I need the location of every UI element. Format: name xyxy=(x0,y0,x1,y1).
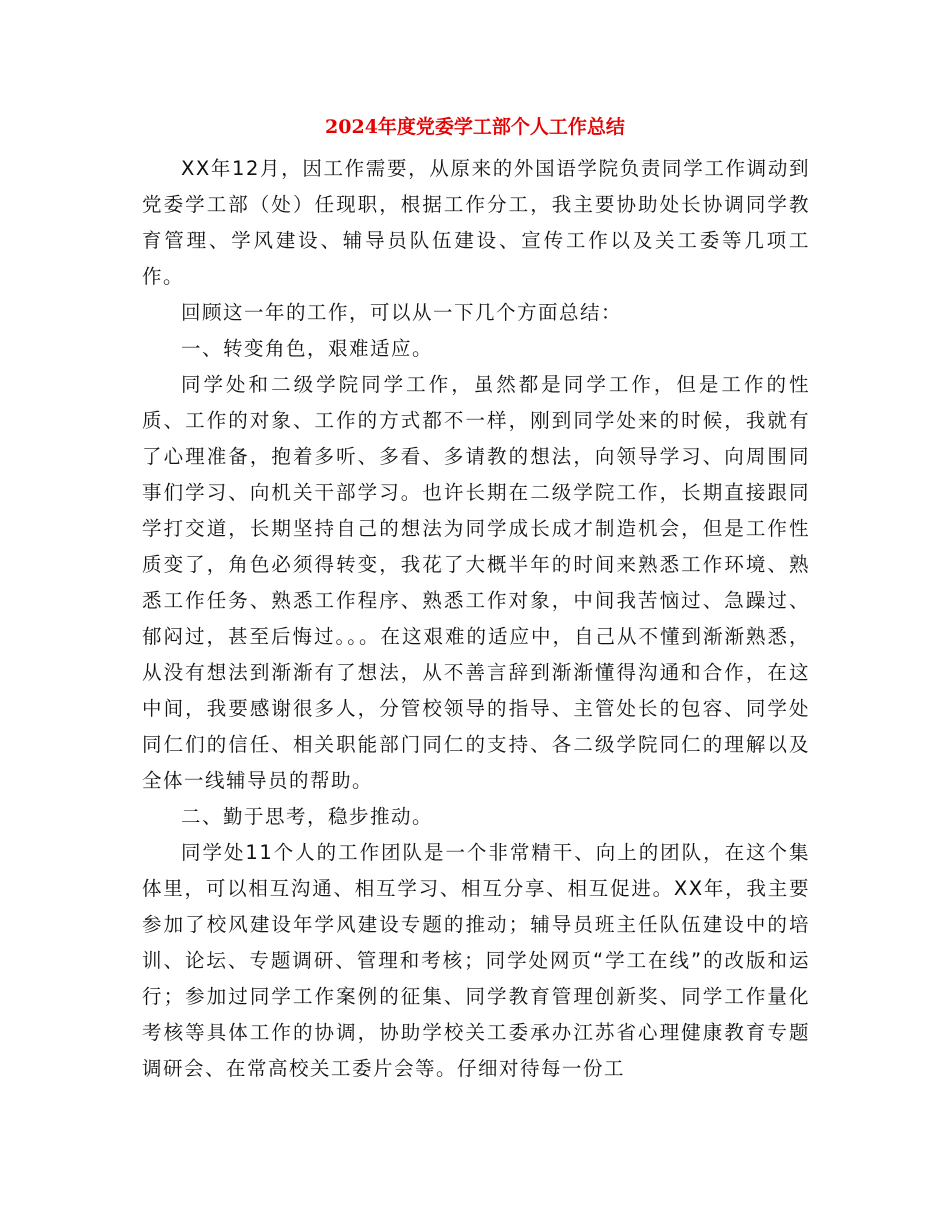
section-heading-2: 二、勤于思考，稳步推动。 xyxy=(181,805,434,828)
paragraph-section-2: 同学处11个人的工作团队是一个非常精干、向上的团队，在这个集体里，可以相互沟通、相互学习、相互分享、相互促进。XX年，我主要参加了校风建设年学风建设专题的推动；辅导员班主任队伍建设中的培训、论坛、专题调研、管理和考核；同学处网页“学工在线”的改版和运行；参加过同学工作案例的征集、同学教育管理创新奖、同学工作量化考核等具体工作的协调，协助学校关工委承办江苏省心理健康教育专题调研会、在常高校关工委片会等。仔细对待每一份工 xyxy=(142,841,810,1080)
document-title: 2024年度党委学工部个人工作总结 xyxy=(325,116,625,138)
paragraph-section-1: 同学处和二级学院同学工作，虽然都是同学工作，但是工作的性质、工作的对象、工作的方式都不一样，刚到同学处来的时候，我就有了心理准备，抱着多听、多看、多请教的想法，向领导学习、向周围同事们学习、向机关干部学习。也许长期在二级学院工作，长期直接跟同学打交道，长期坚持自己的想法为同学成长成才制造机会，但是工作性质变了，角色必须得转变，我花了大概半年的时间来熟悉工作环境、熟悉工作任务、熟悉工作程序、熟悉工作对象，中间我苦恼过、急躁过、郁闷过，甚至后悔过。。。在这艰难的适应中，自己从不懂到渐渐熟悉，从没有想法到渐渐有了想法，从不善言辞到渐渐懂得沟通和合作，在这中间，我要感谢很多人，分管校领导的指导、主管处长的包容、同学处同仁们的信任、相关职能部门同仁的支持、各二级学院同仁的理解以及全体一线辅导员的帮助。 xyxy=(142,373,810,792)
document-body xyxy=(142,151,810,1087)
paragraph-review: 回顾这一年的工作，可以从一下几个方面总结： xyxy=(181,301,623,324)
section-heading-1: 一、转变角色，艰难适应。 xyxy=(181,337,434,360)
paragraph-intro: XX年12月，因工作需要，从原来的外国语学院负责同学工作调动到党委学工部（处）任现职，根据工作分工，我主要协助处长协调同学教育管理、学风建设、辅导员队伍建设、宣传工作以及关工委等几项工作。 xyxy=(142,157,810,288)
